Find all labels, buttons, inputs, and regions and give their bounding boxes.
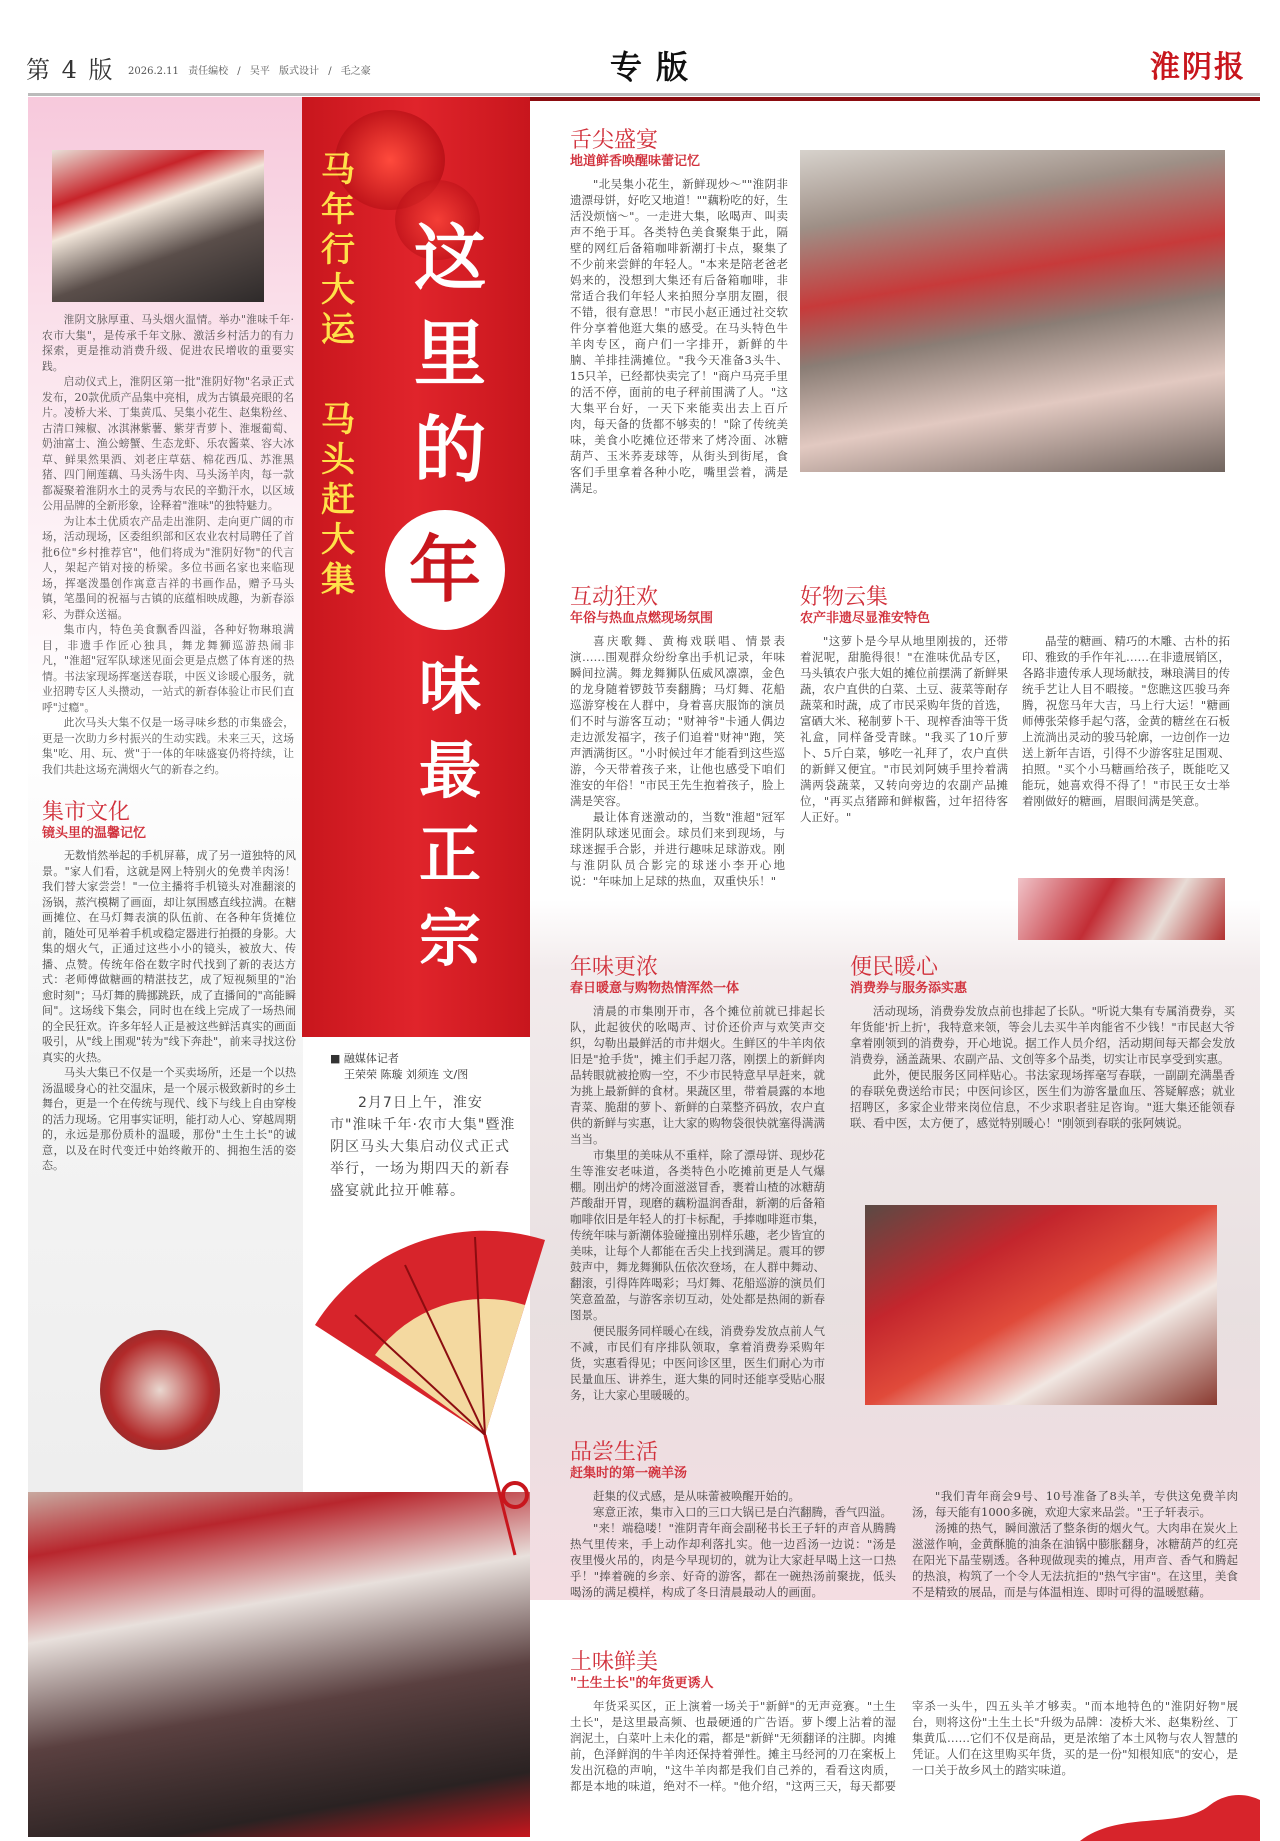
section-subheading: 春日暖意与购物热情浑然一体 xyxy=(570,981,740,996)
newspaper-logo: 淮阴报 xyxy=(1150,50,1246,85)
photo-livestream-host xyxy=(100,1330,220,1450)
byline-marker: ■ xyxy=(330,1052,344,1065)
section-heading: 年味更浓 xyxy=(570,955,659,980)
section-heading: 好物云集 xyxy=(800,585,889,610)
date: 2026.2.11 xyxy=(128,66,179,77)
byline-authors: 王荣荣 陈璇 刘须连 文/图 xyxy=(344,1068,469,1081)
section-heading: 集市文化 xyxy=(42,800,131,825)
section-heading: 便民暖心 xyxy=(850,955,939,980)
slogan-1: 马年行大运 xyxy=(321,150,355,350)
section-heading: 土味鲜美 xyxy=(570,1650,659,1675)
section-subheading: 农产非遗尽显淮安特色 xyxy=(800,611,931,626)
section-local xyxy=(570,1650,1238,1794)
section-body: "北吴集小花生，新鲜现炒～""淮阴非遗漂母饼，好吃又地道！""藕粉吃的好，生活没烦恼～"。一走进大集，吆喝声、叫卖声不绝于耳。各类特色美食聚集于此，隔壁的网红后备箱咖啡新潮打卡点，聚集了不少前来尝鲜的年轻人。"本来是陪老爸老妈来的，没想到大集还有后备箱咖啡，非常适合我们年轻人来拍照分享朋友圈，很不错，很有意思！"市民小赵正通过社交软件分享着他逛大集的感受。在马头特色牛羊肉专区，商户们一字排开，新鲜的牛腩、羊排挂满摊位。"我今天准备3头牛、15只羊，已经都快卖完了！"商户马亮手里的活不停，面前的电子秤前围满了人。"这大集平台好，一天下来能卖出去上百斤肉，每天备的货都不够卖的！"除了传统美味，美食小吃摊位还带来了烤冷面、冰糖葫芦、玉米荞麦球等，从街头到街尾，食客们手里拿着各种小吃，嘴里尝着，满是满足。 xyxy=(570,177,788,495)
lead-paragraph: 2月7日上午，淮安市"淮味千年·农市大集"暨淮阴区马头大集启动仪式正式举行，一场为期四天的新春盛宴就此拉开帷幕。 xyxy=(330,1095,516,1199)
section-flavor xyxy=(570,955,825,1403)
byline xyxy=(330,1050,530,1082)
folding-fan-icon xyxy=(300,1220,550,1565)
section-heading: 互动狂欢 xyxy=(570,585,659,610)
intro-article: 淮阴文脉厚重、马头烟火温情。举办"淮味千年·农市大集"，是传承千年文脉、激活乡村活力的有力探索，更是推动消费升级、促进农民增收的重要实践。 启动仪式上，淮阴区第一批"淮阴好物"名录正式发布，20款优质产品集中亮相，成为古镇最亮眼的名片。凌桥大米、丁集黄瓜、吴集小花生、赵集粉丝、古清口辣椒、冰淇淋紫薯、紫芽青萝卜、淮堰葡萄、奶油富士、渔公螃蟹、生态龙虾、乐农酱菜、容大冰草、鲜果然果酒、刘老庄草菇、棉花西瓜、苏淮黑猪、四门闸莲藕、马头汤牛肉、马头汤羊肉，每一款都凝聚着淮阴水土的灵秀与农民的辛勤汗水，以区域公用品牌的全新形象，诠释着"淮味"的独特魅力。 为让本土优质农产品走出淮阴、走向更广阔的市场，活动现场，区委组织部和区农业农村局聘任了首批6位"乡村推荐官"，他们将成为"淮阴好物"的代言人，架起产销对接的桥梁。多位书画名家也来临现场，挥毫泼墨创作寓意吉祥的书画作品，赠予马头镇，笔墨间的祝福与古镇的底蕴相映成趣，为新春添彩、为群众送福。 集市内，特色美食飘香四溢，各种好物琳琅满目，非遗手作匠心独具，舞龙舞狮巡游热闹非凡，"淮超"冠军队球迷见面会更是点燃了体育迷的热情。书法家现场挥毫送春联，中医义诊暖心服务，就业招聘专区人头攒动，一站式的新春体验让市民们直呼"过瘾"。 此次马头大集不仅是一场寻味乡愁的市集盛会，更是一次助力乡村振兴的生动实践。未来三天，这场集"吃、用、玩、赏"于一体的年味盛宴仍将持续，让我们共赴这场充满烟火气的新春之约。 xyxy=(42,313,294,776)
page-meta xyxy=(128,62,371,77)
left-column-background xyxy=(28,97,303,1492)
section-body: 年货采买区，正上演着一场关于"新鲜"的无声竞赛。"土生土长"，是这里最高频、也最硬通的广告语。萝卜缨上沾着的湿润泥土，白菜叶上未化的霜，都是"新鲜"无须翻译的注脚。肉摊前，色泽鲜润的牛羊肉还保持着弹性。摊主马经河的刀在案板上发出沉稳的声响，"这牛羊肉都是我们自己养的，看看这肉质，都是本地的味道，绝对不一样。"他介绍，"这两三天，每天都要宰杀一头牛，四五头羊才够卖。"而本地特色的"淮阴好物"展台，则将这份"土生土长"升级为品牌：凌桥大米、赵集粉丝、丁集黄瓜……它们不仅是商品，更是浓缩了本土风物与农人智慧的凭证。人们在这里购买年货，买的是一份"知根知底"的安心，是一口关于故乡风土的踏实味道。 xyxy=(570,1699,1238,1793)
header-rule xyxy=(28,93,1260,96)
section-goods xyxy=(800,585,1230,825)
photo-piaomu-cake-stall xyxy=(52,150,264,302)
section-body: 清晨的市集刚开市，各个摊位前就已排起长队，此起彼伏的吆喝声、讨价还价声与欢笑声交织，勾勒出最鲜活的市井烟火。生鲜区的牛羊肉依旧是"抢手货"，摊主们手起刀落，刚摆上的新鲜肉品转眼就被抢购一空，不少市民特意早早赶来，就为挑上最新鲜的食材。果蔬区里，带着晨露的本地青菜、脆甜的萝卜、新鲜的白菜整齐码放，农户直供的新鲜与实惠，让大家的购物袋很快就塞得满满当当。 市集里的美味从不重样，除了漂母饼、现炒花生等淮安老味道，各类特色小吃摊前更是人气爆棚。刚出炉的烤冷面滋滋冒香，裹着山楂的冰糖葫芦酸甜开胃，现磨的藕粉温润香甜，新潮的后备箱咖啡依旧是年轻人的打卡标配，手捧咖啡逛市集，传统年味与新潮体验碰撞出别样乐趣，老少皆宜的美味，让每个人都能在舌尖上找到满足。震耳的锣鼓声中，舞龙舞狮队伍依次登场，在人群中舞动、翻滚，引得阵阵喝彩；马灯舞、花船巡游的演员们笑意盈盈，与游客亲切互动，处处都是热闹的新春图景。 便民服务同样暖心在线，消费券发放点前人气不减，市民们有序排队领取，拿着消费券采购年货，实惠看得见；中医问诊区里，医生们耐心为市民量血压、讲养生，逛大集的同时还能享受贴心服务，让大家心里暖暖的。 xyxy=(570,1004,825,1402)
section-body: 赶集的仪式感，是从味蕾被唤醒开始的。 寒意正浓，集市入口的三口大锅已是白汽翻腾，香气四溢。 "来！端稳喽！"淮阴青年商会副秘书长王子轩的声音从腾腾热气里传来，手上动作却利落扎实。他一边舀汤一边说："汤是夜里慢火吊的，肉是今早现切的，就为让大家赶早喝上这一口热乎！"捧着碗的乡亲、好奇的游客，都在一碗热汤前聚拢，低头喝汤的满足模样，构成了冬日清晨最动人的画面。 "我们青年商会9号、10号准备了8头羊，专供这免费羊肉汤，每天能有1000多碗，欢迎大家来品尝。"王子轩表示。 汤摊的热气，瞬间激活了整条街的烟火气。大肉串在炭火上滋滋作响，金黄酥脆的油条在油锅中膨胀翻身，冰糖葫芦的红亮在阳光下晶莹剔透。各种现做现卖的摊点，用声音、香气和腾起的热浪，构筑了一个令人无法抗拒的"热气宇宙"。在这里，美食不是精致的展品，而是与体温相连、即时可得的温暖慰藉。 xyxy=(570,1489,1238,1599)
section-feast xyxy=(570,128,788,496)
section-subheading: 年俗与热血点燃现场氛围 xyxy=(570,611,714,626)
red-wave-decoration xyxy=(1080,1790,1260,1841)
section-subheading: 镜头里的温馨记忆 xyxy=(42,826,147,841)
section-title: 专版 xyxy=(610,48,703,86)
photo-aerial-market-street xyxy=(800,150,1225,472)
slogan-2: 马头赶大集 xyxy=(321,400,355,600)
section-body: 活动现场，消费券发放点前也排起了长队。"听说大集有专属消费券，买年货能'折上折'，我特意来领，等会儿去买牛羊肉能省不少钱！"市民赵大爷拿着刚领到的消费券，开心地说。据工作人员介绍，活动期间每天都会发放消费券，涵盖蔬果、农副产品、文创等多个品类，切实让市民享受到实惠。 此外，便民服务区同样贴心。书法家现场挥毫写春联，一副副充满墨香的春联免费送给市民；中医问诊区，医生们为游客量血压、答疑解惑；就业招聘区，多家企业带来岗位信息，不少求职者驻足咨询。"逛大集还能领春联、看中医，太方便了，感觉特别暖心！"刚领到春联的张阿姨说。 xyxy=(850,1004,1235,1130)
photo-sugar-painting xyxy=(1018,878,1225,940)
section-taste xyxy=(570,1440,1238,1600)
section-subheading: 消费券与服务添实惠 xyxy=(850,981,968,996)
editor: 责任编校 / 吴平 xyxy=(188,66,270,77)
section-culture xyxy=(42,800,296,1174)
section-interact xyxy=(570,585,785,889)
page-number: 第 4 版 xyxy=(26,56,115,84)
photo-spring-couplets-stall xyxy=(865,1205,1217,1405)
section-body: "这萝卜是今早从地里刚拔的，还带着泥呢，甜脆得很！"在淮味优品专区，马头镇农户张大姐的摊位前摆满了新鲜果蔬，农户直供的白菜、土豆、菠菜等耐存蔬菜和时蔬，成了市民采购年货的首选，富硒大米、秘制萝卜干、现榨香油等干货礼盒，同样备受青睐。"我买了10斤萝卜、5斤白菜，够吃一礼拜了，农户直供的新鲜又便宜。"市民刘阿姨手里拎着满满两袋蔬菜，又转向旁边的农副产品摊位，"再买点猪蹄和鲜椒酱，过年招待客人正好。" 晶莹的糖画、精巧的木雕、古朴的拓印、雅致的手作年礼……在非遗展销区，各路非遗传承人现场献技，琳琅满目的传统手艺让人目不暇接。"您瞧这匹骏马奔腾，祝您马年大吉，马上行大运！"糖画师傅张荣修手起勺落，金黄的糖丝在石板上流淌出灵动的骏马轮廓，一边创作一边送上新年吉语，引得不少游客驻足围观、拍照。"买个小马糖画给孩子，既能吃又能玩，她喜欢得不得了！"市民王女士举着刚做好的糖画，眉眼间满是笑意。 xyxy=(800,634,1230,824)
section-body: 无数悄然举起的手机屏幕，成了另一道独特的风景。"家人们看，这就是网上特别火的免费羊肉汤！我们替大家尝尝！"一位主播将手机镜头对准翻滚的汤锅，蒸汽模糊了画面，却让氛围感直线拉满。在糖画摊位、在马灯舞表演的队伍前、在各种年货摊位前，随处可见举着手机或稳定器进行拍摄的身影。大集的烟火气，正通过这些小小的镜头，被放大、传播、点赞。传统年俗在数字时代找到了新的表达方式：老师傅做糖画的精湛技艺，成了短视频里的"治愈时刻"；马灯舞的腾挪跳跃，成了直播间的"高能瞬间"。这场线下集会，同时也在线上完成了一场热闹的全民狂欢。许多年轻人正是被这些鲜活真实的画面吸引，从"线上围观"转为"线下奔赴"，前来寻找这份真实的火热。 马头大集已不仅是一个买卖场所，还是一个以热汤温暖身心的社交温床，是一个展示极致新时的乡土舞台，更是一个在传统与现代、线下与线上自由穿梭的活力现场。它用事实证明，能打动人心、穿越周期的，永远是那份质朴的温暖，那份"土生土长"的诚意，以及在时代变迁中始终敞开的、拥抱生活的姿态。 xyxy=(42,849,296,1172)
headline-bottom: 味最正宗 xyxy=(418,650,481,975)
headline-nian-papercut: 年 xyxy=(385,510,505,630)
section-service xyxy=(850,955,1235,1131)
byline-label: 融媒体记者 xyxy=(343,1052,399,1065)
section-subheading: "土生土长"的年货更诱人 xyxy=(570,1676,714,1691)
section-subheading: 地道鲜香唤醒味蕾记忆 xyxy=(570,154,701,169)
section-subheading: 赶集时的第一碗羊汤 xyxy=(570,1466,688,1481)
section-heading: 舌尖盛宴 xyxy=(570,128,659,153)
headline-top: 这里的 xyxy=(413,215,486,492)
section-heading: 品尝生活 xyxy=(570,1440,659,1465)
section-body: 喜庆歌舞、黄梅戏联唱、情景表演……围观群众纷纷拿出手机记录，年味瞬间拉满。舞龙舞狮队伍威风凛凛，金色的龙身随着锣鼓节奏翻腾；马灯舞、花船巡游穿梭在人群中，身着喜庆服饰的演员们不时与游客互动；"财神爷"卡通人偶边走边派发福字，孩子们追着"财神"跑，笑声洒满街区。"小时候过年才能看到这些巡游，今天带着孩子来，让他也感受下咱们淮安的年俗！"市民王先生抱着孩子，脸上满是笑容。 最让体育迷激动的，当数"淮超"冠军淮阴队球迷见面会。球员们来到现场，与球迷握手合影，并进行趣味足球游戏。刚与淮阴队员合影完的球迷小李开心地说："年味加上足球的热血，双重快乐！" xyxy=(570,634,785,888)
designer: 版式设计 / 毛之豪 xyxy=(279,66,371,77)
